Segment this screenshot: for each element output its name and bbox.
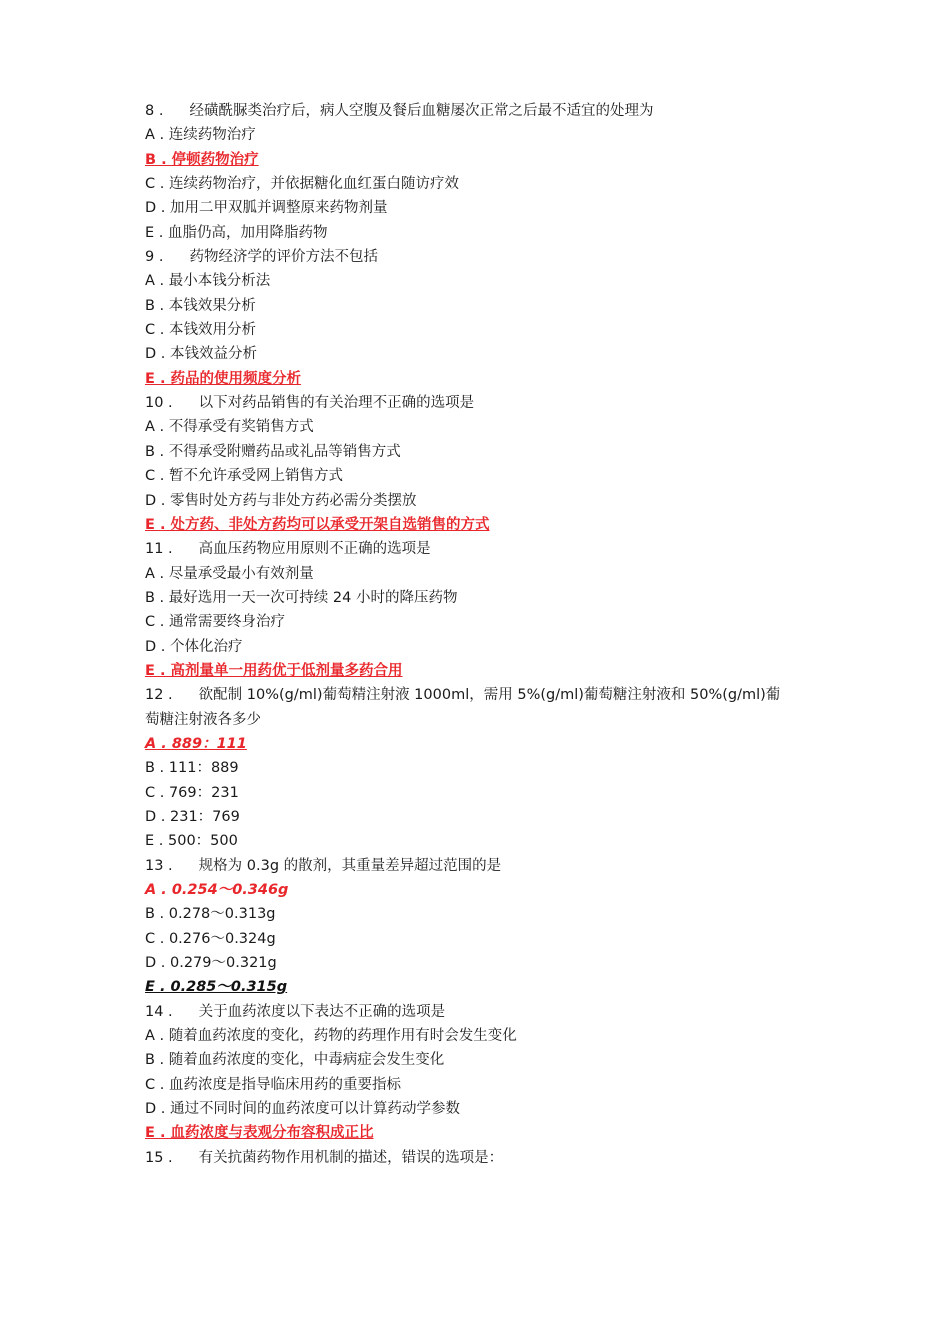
option-c: C . 通常需要终身治疗 [145,614,285,631]
question-number: 15 . [145,1149,173,1166]
option-b: B . 随着血药浓度的变化，中毒病症会发生变化 [145,1052,445,1069]
option-e-answer: E . 血药浓度与表观分布容积成正比 [145,1125,374,1142]
question-stem: 以下对药品销售的有关治理不正确的选项是 [198,395,475,412]
question-stem: 经磺酰脲类治疗后，病人空腹及餐后血糖屡次正常之后最不适宜的处理为 [189,103,654,119]
question-11 [145,537,825,561]
document-page [145,99,825,1170]
option-e: E . 500：500 [145,833,238,850]
option-d: D . 个体化治疗 [145,638,243,655]
question-stem: 欲配制 10%(g/ml)葡萄精注射液 1000ml，需用 5%(g/ml)葡萄糖注射液和 50%(g/ml)葡 [198,687,781,704]
question-number: 14 . [145,1003,173,1020]
option-e: E . 血脂仍高，加用降脂药物 [145,224,328,241]
question-12 [145,683,825,707]
question-number: 10 . [145,395,173,412]
question-number: 8 . [145,103,164,119]
option-b: B . 最好选用一天一次可持续 24 小时的降压药物 [145,589,458,606]
question-stem: 有关抗菌药物作用机制的描述，错误的选项是： [198,1149,504,1166]
option-d: D . 0.279～0.321g [145,955,277,972]
question-stem: 药物经济学的评价方法不包括 [189,249,378,266]
option-c: C . 暂不允许承受网上销售方式 [145,468,343,485]
question-13 [145,854,825,878]
option-d: D . 本钱效益分析 [145,346,257,363]
option-c: C . 0.276～0.324g [145,930,276,947]
option-a-answer: A . 889：111 [145,735,247,752]
option-b: B . 本钱效果分析 [145,297,256,314]
option-a: A . 最小本钱分析法 [145,273,271,290]
question-number: 11 . [145,541,173,558]
option-c: C . 血药浓度是指导临床用药的重要指标 [145,1076,401,1093]
question-8 [145,99,825,123]
question-stem: 高血压药物应用原则不正确的选项是 [198,541,431,558]
option-d: D . 加用二甲双胍并调整原来药物剂量 [145,200,388,217]
option-e-answer: E . 处方药、非处方药均可以承受开架自选销售的方式 [145,516,490,533]
question-14 [145,1000,825,1024]
option-a: A . 尽量承受最小有效剂量 [145,565,314,582]
question-10 [145,391,825,415]
option-d: D . 零售时处方药与非处方药必需分类摆放 [145,492,417,509]
question-stem: 规格为 0.3g 的散剂，其重量差异超过范围的是 [198,857,502,874]
option-a: A . 随着血药浓度的变化，药物的药理作用有时会发生变化 [145,1028,517,1045]
question-stem: 关于血药浓度以下表达不正确的选项是 [198,1003,446,1020]
option-b: B . 不得承受附赠药品或礼品等销售方式 [145,443,401,460]
option-c: C . 本钱效用分析 [145,322,256,339]
question-stem-continued: 萄糖注射液各多少 [145,711,261,728]
option-a: A . 连续药物治疗 [145,127,256,144]
option-c: C . 连续药物治疗，并依据糖化血红蛋白随访疗效 [145,176,459,193]
option-e-answer: E . 高剂量单一用药优于低剂量多药合用 [145,662,403,679]
option-c: C . 769：231 [145,784,239,801]
question-15 [145,1146,825,1170]
question-9 [145,245,825,269]
question-number: 13 . [145,857,173,874]
option-e-marked: E . 0.285～0.315g [145,979,288,996]
option-a-answer: A . 0.254～0.346g [145,882,289,898]
option-b-answer: B . 停顿药物治疗 [145,151,259,168]
option-d: D . 通过不同时间的血药浓度可以计算药动学参数 [145,1101,460,1118]
option-d: D . 231：769 [145,808,240,825]
option-b: B . 0.278～0.313g [145,906,276,923]
option-a: A . 不得承受有奖销售方式 [145,419,314,436]
option-b: B . 111：889 [145,760,239,777]
question-number: 9 . [145,249,164,266]
question-number: 12 . [145,687,173,704]
option-e-answer: E . 药品的使用频度分析 [145,370,302,387]
